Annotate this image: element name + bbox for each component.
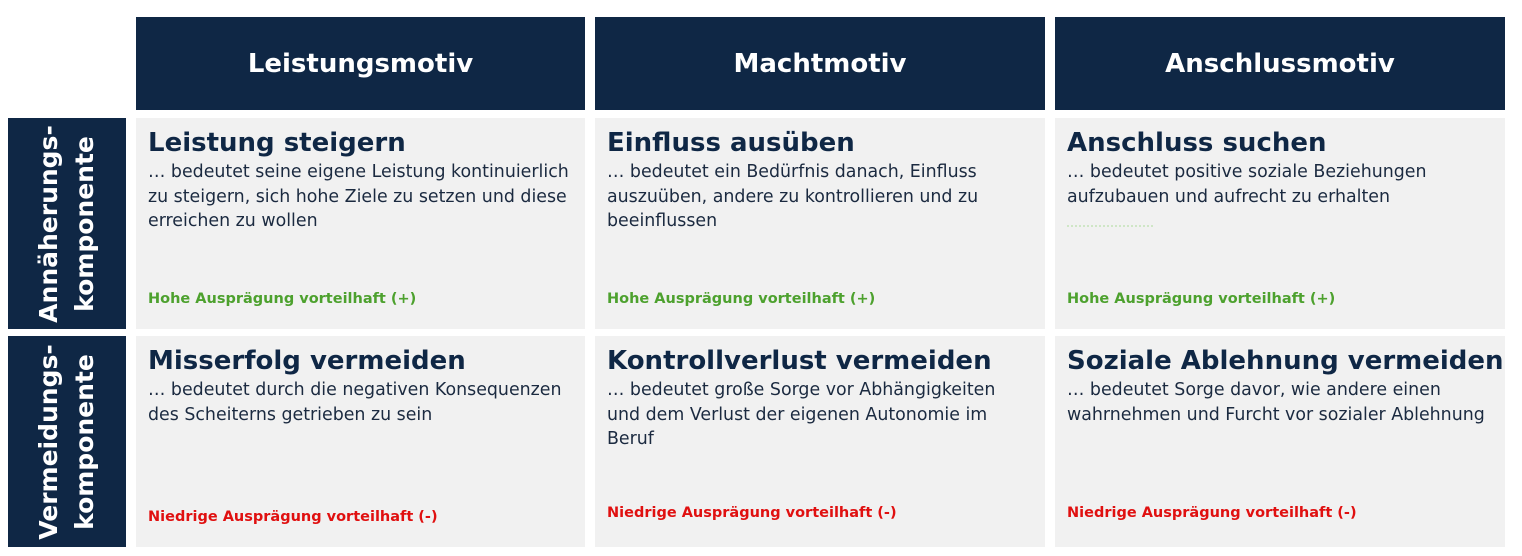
row-label-annaeherung-text [31, 125, 103, 323]
row-label-line1: Annäherungs- [34, 124, 63, 323]
row-label-line1: Vermeidungs- [34, 343, 63, 540]
cell-note-negative: Niedrige Ausprägung vorteilhaft (-) [607, 505, 897, 521]
column-header-machtmotiv: Machtmotiv [595, 17, 1045, 110]
cell-kontrollverlust-vermeiden [595, 336, 1045, 547]
row-label-line2: komponente [70, 135, 99, 312]
cell-title: Anschluss suchen [1067, 128, 1327, 158]
cell-description: … bedeutet seine eigene Leistung kontinuierlich zu steigern, sich hohe Ziele zu setzen und diese erreichen zu wollen [148, 162, 569, 231]
cell-title: Leistung steigern [148, 128, 406, 158]
cell-anschluss-suchen [1055, 118, 1505, 329]
cell-title: Misserfolg vermeiden [148, 346, 466, 376]
cell-description: … bedeutet positive soziale Beziehungen aufzubauen und aufrecht zu erhalten [1067, 162, 1427, 207]
cell-note-positive: Hohe Ausprägung vorteilhaft (+) [148, 291, 417, 307]
cell-soziale-ablehnung-vermeiden [1055, 336, 1505, 547]
row-label-line2: komponente [70, 353, 99, 530]
cell-einfluss-ausueben [595, 118, 1045, 329]
cell-misserfolg-vermeiden [136, 336, 585, 547]
cell-note-positive: Hohe Ausprägung vorteilhaft (+) [1067, 291, 1336, 307]
column-header-anschlussmotiv: Anschlussmotiv [1055, 17, 1505, 110]
cell-leistung-steigern [136, 118, 585, 329]
cell-title: Kontrollverlust vermeiden [607, 346, 992, 376]
cell-title: Einfluss ausüben [607, 128, 855, 158]
cell-description: … bedeutet große Sorge vor Abhängigkeiten und dem Verlust der eigenen Autonomie im Beruf [607, 380, 996, 449]
row-label-vermeidung-text [31, 344, 103, 539]
cell-note-positive: Hohe Ausprägung vorteilhaft (+) [607, 291, 876, 307]
cell-description: … bedeutet ein Bedürfnis danach, Einfluss auszuüben, andere zu kontrollieren und zu beeinflussen [607, 162, 979, 231]
cell-note-negative: Niedrige Ausprägung vorteilhaft (-) [148, 509, 438, 525]
cell-description: … bedeutet Sorge davor, wie andere einen wahrnehmen und Furcht vor sozialer Ablehnung [1067, 380, 1485, 425]
dotted-underline [1067, 225, 1153, 230]
cell-description: … bedeutet durch die negativen Konsequenzen des Scheiterns getrieben zu sein [148, 380, 562, 425]
cell-title: Soziale Ablehnung vermeiden [1067, 346, 1504, 376]
cell-note-negative: Niedrige Ausprägung vorteilhaft (-) [1067, 505, 1357, 521]
row-label-vermeidung [8, 336, 126, 547]
column-header-leistungsmotiv: Leistungsmotiv [136, 17, 585, 110]
row-label-annaeherung [8, 118, 126, 329]
